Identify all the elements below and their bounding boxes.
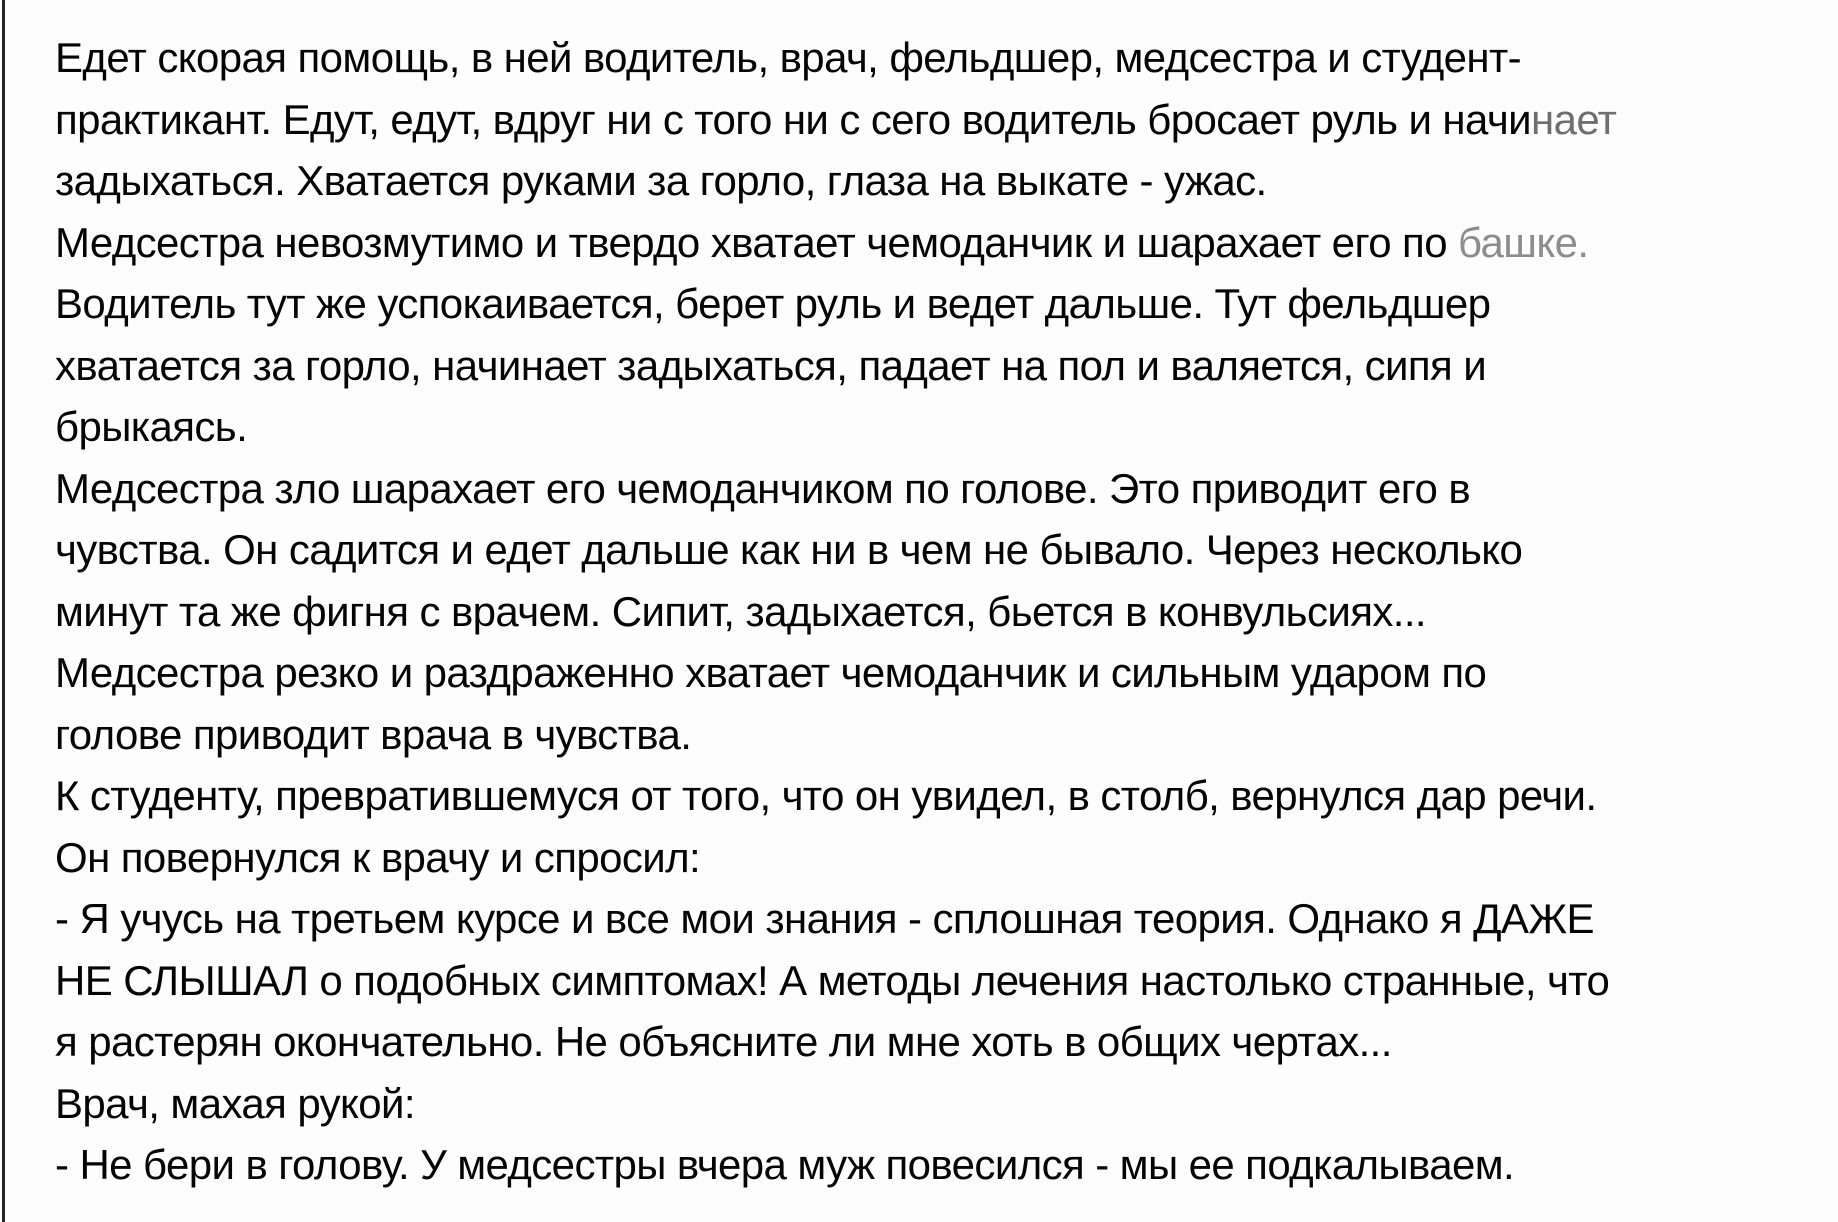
text-line-13 <box>55 765 1828 827</box>
text-segment: брыкаясь. <box>55 403 248 450</box>
text-segment: Врач, махая рукой: <box>55 1079 415 1127</box>
text-line-1 <box>55 27 1828 89</box>
text-segment: задыхаться. Хватается руками за горло, глаза на выкате - ужас. <box>55 157 1267 204</box>
text-line-14 <box>55 827 1828 889</box>
text-line-6 <box>55 335 1828 397</box>
text-line-17 <box>55 1011 1828 1073</box>
text-line-15 <box>55 888 1828 950</box>
text-line-5 <box>55 273 1828 335</box>
text-line-7 <box>55 396 1828 458</box>
text-line-3 <box>55 150 1828 212</box>
text-segment: башке. <box>1458 218 1589 266</box>
text-line-4 <box>55 212 1828 274</box>
text-segment: Он повернулся к врачу и спросил: <box>55 833 701 881</box>
text-line-18 <box>55 1073 1828 1135</box>
text-line-11 <box>55 642 1828 704</box>
text-segment: Медсестра зло шарахает его чемоданчиком по голове. Это приводит его в <box>55 464 1471 512</box>
text-line-9 <box>55 519 1828 581</box>
text-segment: Медсестра резко и раздраженно хватает чемоданчик и сильным ударом по <box>55 649 1487 696</box>
text-segment: Едет скорая помощь, в ней водитель, врач, фельдшер, медсестра и студент- <box>55 34 1522 81</box>
text-line-8 <box>55 458 1828 520</box>
text-segment: я растерян окончательно. Не объясните ли мне хоть в общих чертах... <box>55 1018 1392 1065</box>
text-segment: Медсестра невозмутимо и твердо хватает чемоданчик и шарахает его по <box>55 218 1459 266</box>
left-border-rule <box>2 0 5 1222</box>
text-segment: Водитель тут же успокаивается, берет руль и ведет дальше. Тут фельдшер <box>55 280 1491 327</box>
text-segment: хватается за горло, начинает задыхаться, падает на пол и валяется, сипя и <box>55 341 1487 389</box>
text-segment: чувства. Он садится и едет дальше как ни в чем не бывало. Через несколько <box>55 526 1523 573</box>
text-segment: голове приводит врача в чувства. <box>55 710 692 758</box>
joke-text-block <box>55 27 1828 1196</box>
text-line-16 <box>55 950 1828 1012</box>
text-segment: нает <box>1530 95 1617 143</box>
text-segment: - Не бери в голову. У медсестры вчера муж повесился - мы ее подкалываем. <box>55 1141 1515 1188</box>
text-line-19 <box>55 1134 1828 1196</box>
text-segment: практикант. Едут, едут, вдруг ни с того ни с сего водитель бросает руль и начи <box>55 95 1531 143</box>
text-segment: - Я учусь на третьем курсе и все мои знания - сплошная теория. Однако я ДАЖЕ <box>55 895 1594 942</box>
text-line-2 <box>55 89 1828 151</box>
text-line-12 <box>55 704 1828 766</box>
text-segment: НЕ СЛЫШАЛ о подобных симптомах! А методы лечения настолько странные, что <box>55 956 1610 1004</box>
text-segment: минут та же фигня с врачем. Сипит, задыхается, бьется в конвульсиях... <box>55 587 1426 635</box>
text-segment: К студенту, превратившемуся от того, что он увидел, в столб, вернулся дар речи. <box>55 772 1597 819</box>
text-line-10 <box>55 581 1828 643</box>
